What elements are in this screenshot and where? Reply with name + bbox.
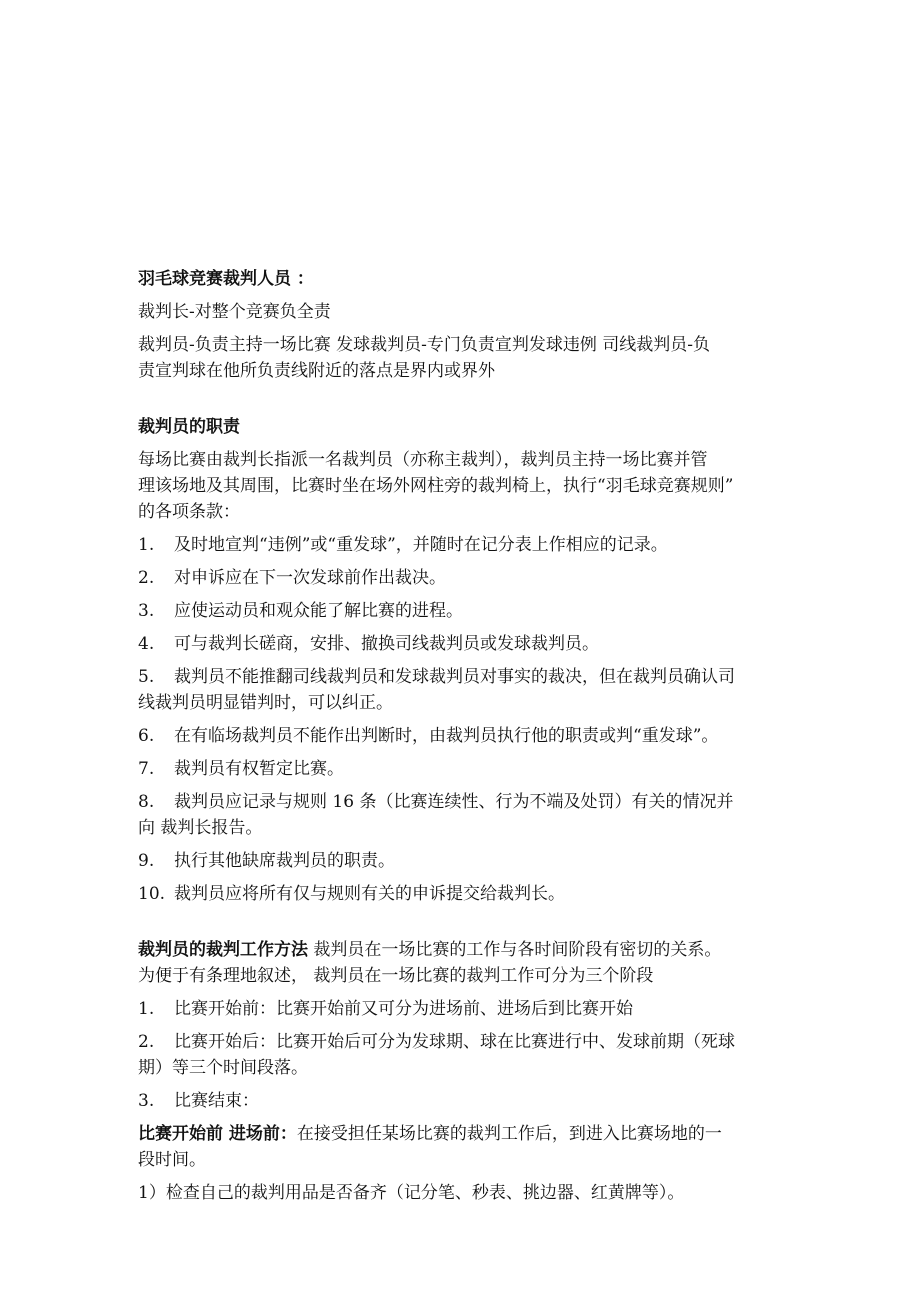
list-item-number: 8. xyxy=(138,792,155,812)
section-referee-methods xyxy=(138,937,788,1206)
list-item-number: 3. xyxy=(138,601,155,621)
list-item-number: 2. xyxy=(138,1032,155,1052)
list-item xyxy=(138,532,788,558)
list-item xyxy=(138,1029,788,1081)
list-item-number: 10. xyxy=(138,884,166,904)
list-item-text: 裁判员应记录与规则 16 条（比赛连续性、行为不端及处罚）有关的情况并 向 裁判长报告。 xyxy=(138,792,734,838)
list-item xyxy=(138,723,788,749)
methods-intro-line-1: 裁判员的裁判工作方法 裁判员在一场比赛的工作与各时间阶段有密切的关系。 xyxy=(138,940,722,960)
list-item-text: 及时地宣判“违例”或“重发球”，并随时在记分表上作相应的记录。 xyxy=(174,535,668,555)
section-referee-duties xyxy=(138,414,788,907)
list-item-text: 比赛开始前：比赛开始前又可分为进场前、进场后到比赛开始 xyxy=(174,999,633,1019)
list-item-text: 裁判员有权暂定比赛。 xyxy=(174,759,344,779)
referee-chief-line: 裁判长-对整个竞赛负全责 xyxy=(138,302,331,322)
list-item xyxy=(138,631,788,657)
duties-intro-line-2: 理该场地及其周围，比赛时坐在场外网柱旁的裁判椅上，执行“羽毛球竞赛规则” xyxy=(138,476,734,496)
referee-roles-line: 裁判员-负责主持一场比赛 发球裁判员-专门负责宣判发球违例 司线裁判员-负 xyxy=(138,335,711,355)
section-title-referee-methods: 裁判员的裁判工作方法 xyxy=(138,940,308,960)
list-item-text: 裁判员应将所有仅与规则有关的申诉提交给裁判长。 xyxy=(174,884,565,904)
document-page xyxy=(138,266,788,1206)
list-item xyxy=(138,598,788,624)
line-judge-line: 责宣判球在他所负责线附近的落点是界内或界外 xyxy=(138,361,495,381)
list-item xyxy=(138,881,788,907)
pre-match-title: 比赛开始前 进场前： xyxy=(138,1124,297,1144)
pre-match-line-1: 比赛开始前 进场前：在接受担任某场比赛的裁判工作后，到进入比赛场地的一 xyxy=(138,1124,722,1144)
list-item-number: 9. xyxy=(138,851,155,871)
section-title-referee-staff: 羽毛球竞赛裁判人员 ： xyxy=(138,269,314,289)
list-item-number: 1. xyxy=(138,535,155,555)
list-item-text: 可与裁判长磋商，安排、撤换司线裁判员或发球裁判员。 xyxy=(174,634,599,654)
duties-intro-line-1: 每场比赛由裁判长指派一名裁判员（亦称主裁判），裁判员主持一场比赛并管 xyxy=(138,450,708,470)
list-item-text: 应使运动员和观众能了解比赛的进程。 xyxy=(174,601,463,621)
list-item-text: 执行其他缺席裁判员的职责。 xyxy=(174,851,395,871)
checklist-item: 1）检查自己的裁判用品是否备齐（记分笔、秒表、挑边器、红黄牌等）。 xyxy=(138,1183,685,1203)
section-referee-staff xyxy=(138,266,788,384)
list-item-number: 7. xyxy=(138,759,155,779)
list-item-number: 1. xyxy=(138,999,155,1019)
list-item-text: 裁判员不能推翻司线裁判员和发球裁判员对事实的裁决，但在裁判员确认司 线裁判员明显错判时，可以纠正。 xyxy=(138,667,735,713)
list-item xyxy=(138,756,788,782)
list-item-text: 对申诉应在下一次发球前作出裁决。 xyxy=(174,568,446,588)
list-item xyxy=(138,996,788,1022)
list-item xyxy=(138,789,788,841)
list-item-number: 6. xyxy=(138,726,155,746)
list-item xyxy=(138,1088,788,1114)
list-item-number: 3. xyxy=(138,1091,155,1111)
list-item-text: 比赛开始后：比赛开始后可分为发球期、球在比赛进行中、发球前期（死球 期）等三个时间段落。 xyxy=(138,1032,735,1078)
duties-intro-line-3: 的各项条款： xyxy=(138,502,240,522)
list-item-number: 4. xyxy=(138,634,155,654)
list-item xyxy=(138,664,788,716)
list-item xyxy=(138,565,788,591)
methods-intro-line-2: 为便于有条理地叙述， 裁判员在一场比赛的裁判工作可分为三个阶段 xyxy=(138,966,654,986)
section-title-referee-duties: 裁判员的职责 xyxy=(138,417,240,437)
list-item-text: 在有临场裁判员不能作出判断时，由裁判员执行他的职责或判“重发球”。 xyxy=(174,726,719,746)
list-item-number: 2. xyxy=(138,568,155,588)
list-item-text: 比赛结束： xyxy=(174,1091,259,1111)
pre-match-line-2: 段时间。 xyxy=(138,1150,206,1170)
list-item xyxy=(138,848,788,874)
list-item-number: 5. xyxy=(138,667,155,687)
